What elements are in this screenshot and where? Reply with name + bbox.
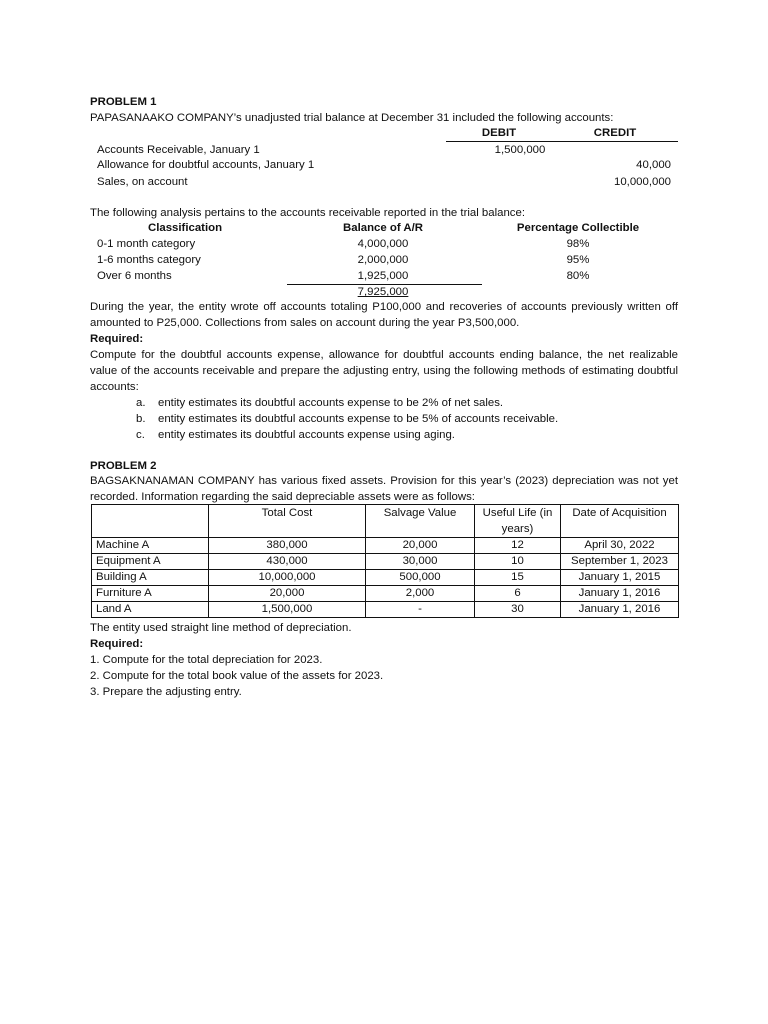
aging-row-1-percentage: 95% — [566, 254, 590, 266]
asset-salvage: 30,000 — [366, 554, 475, 570]
problem1-title: PROBLEM 1 — [90, 96, 157, 108]
asset-cost: 380,000 — [209, 538, 366, 554]
tb-row-0-account: Accounts Receivable, January 1 — [97, 144, 260, 156]
table-row — [92, 602, 679, 618]
header-date-acquisition: Date of Acquisition — [561, 505, 679, 538]
asset-date: January 1, 2016 — [561, 586, 679, 602]
aging-row-0-classification: 0-1 month category — [97, 238, 196, 250]
aging-header-percentage: Percentage Collectible — [516, 222, 640, 234]
tb-row-1-account: Allowance for doubtful accounts, January 1 — [97, 159, 315, 171]
method-c-text: entity estimates its doubtful accounts expense using aging. — [158, 429, 455, 441]
asset-date: January 1, 2015 — [561, 570, 679, 586]
asset-life: 6 — [475, 586, 561, 602]
asset-name: Equipment A — [92, 554, 209, 570]
problem2-required-label: Required: — [90, 638, 144, 650]
table-row — [92, 538, 679, 554]
aging-header-balance: Balance of A/R — [343, 222, 423, 234]
asset-name: Machine A — [92, 538, 209, 554]
asset-date: January 1, 2016 — [561, 602, 679, 618]
method-a-text: entity estimates its doubtful accounts expense to be 2% of net sales. — [158, 397, 504, 409]
problem1-required-text: Compute for the doubtful accounts expense, allowance for doubtful accounts ending balance, the net realizable value of the accounts receivable and prepare the adjusting entry, using the following methods of estimating doubtful accounts: — [90, 349, 678, 393]
tb-row-1-credit: 40,000 — [636, 159, 671, 171]
asset-cost: 430,000 — [209, 554, 366, 570]
asset-salvage: 500,000 — [366, 570, 475, 586]
asset-life: 12 — [475, 538, 561, 554]
asset-salvage: 20,000 — [366, 538, 475, 554]
requirement-3: 3. Prepare the adjusting entry. — [90, 686, 242, 698]
problem1-narrative: During the year, the entity wrote off accounts totaling P100,000 and recoveries of accounts previously written off amounted to P25,000. Collections from sales on account during the year P3,500,000. — [90, 301, 678, 329]
method-c-marker: c. — [136, 429, 145, 441]
analysis-intro: The following analysis pertains to the accounts receivable reported in the trial balance: — [90, 207, 525, 219]
asset-name: Land A — [92, 602, 209, 618]
aging-total: 7,925,000 — [357, 286, 409, 298]
asset-life: 15 — [475, 570, 561, 586]
method-b-marker: b. — [136, 413, 146, 425]
table-row — [92, 570, 679, 586]
asset-life: 30 — [475, 602, 561, 618]
table-row — [92, 586, 679, 602]
asset-life: 10 — [475, 554, 561, 570]
asset-date: April 30, 2022 — [561, 538, 679, 554]
problem2-title: PROBLEM 2 — [90, 460, 157, 472]
method-a-marker: a. — [136, 397, 146, 409]
tb-credit-header: CREDIT — [593, 127, 637, 139]
fixed-assets-table — [91, 504, 679, 618]
requirement-2: 2. Compute for the total book value of the assets for 2023. — [90, 670, 384, 682]
depreciation-method-note: The entity used straight line method of depreciation. — [90, 622, 352, 634]
asset-cost: 1,500,000 — [209, 602, 366, 618]
table-row — [92, 554, 679, 570]
fixed-assets-header-row — [92, 505, 679, 538]
asset-salvage: 2,000 — [366, 586, 475, 602]
header-asset — [92, 505, 209, 538]
asset-date: September 1, 2023 — [561, 554, 679, 570]
aging-row-0-percentage: 98% — [566, 238, 590, 250]
asset-cost: 10,000,000 — [209, 570, 366, 586]
header-total-cost: Total Cost — [209, 505, 366, 538]
aging-row-2-classification: Over 6 months — [97, 270, 172, 282]
problem1-required-label: Required: — [90, 333, 144, 345]
tb-row-2-account: Sales, on account — [97, 176, 188, 188]
tb-row-0-debit: 1,500,000 — [494, 144, 546, 156]
problem2-intro: BAGSAKNANAMAN COMPANY has various fixed assets. Provision for this year’s (2023) depreciation was not yet recorded. Information regarding the said depreciable assets were as follows: — [90, 475, 678, 503]
aging-row-1-classification: 1-6 months category — [97, 254, 201, 266]
header-salvage-value: Salvage Value — [366, 505, 475, 538]
asset-name: Building A — [92, 570, 209, 586]
tb-debit-header: DEBIT — [481, 127, 517, 139]
aging-row-1-balance: 2,000,000 — [357, 254, 409, 266]
method-b-text: entity estimates its doubtful accounts expense to be 5% of accounts receivable. — [158, 413, 559, 425]
header-useful-life: Useful Life (in years) — [475, 505, 561, 538]
aging-row-2-balance: 1,925,000 — [357, 270, 409, 282]
asset-cost: 20,000 — [209, 586, 366, 602]
problem1-intro: PAPASANAAKO COMPANY’s unadjusted trial balance at December 31 included the following accounts: — [90, 112, 614, 124]
aging-row-2-percentage: 80% — [566, 270, 590, 282]
requirement-1: 1. Compute for the total depreciation for 2023. — [90, 654, 323, 666]
aging-row-0-balance: 4,000,000 — [357, 238, 409, 250]
aging-header-classification: Classification — [147, 222, 223, 234]
tb-row-2-credit: 10,000,000 — [613, 176, 671, 188]
asset-name: Furniture A — [92, 586, 209, 602]
asset-salvage: - — [366, 602, 475, 618]
